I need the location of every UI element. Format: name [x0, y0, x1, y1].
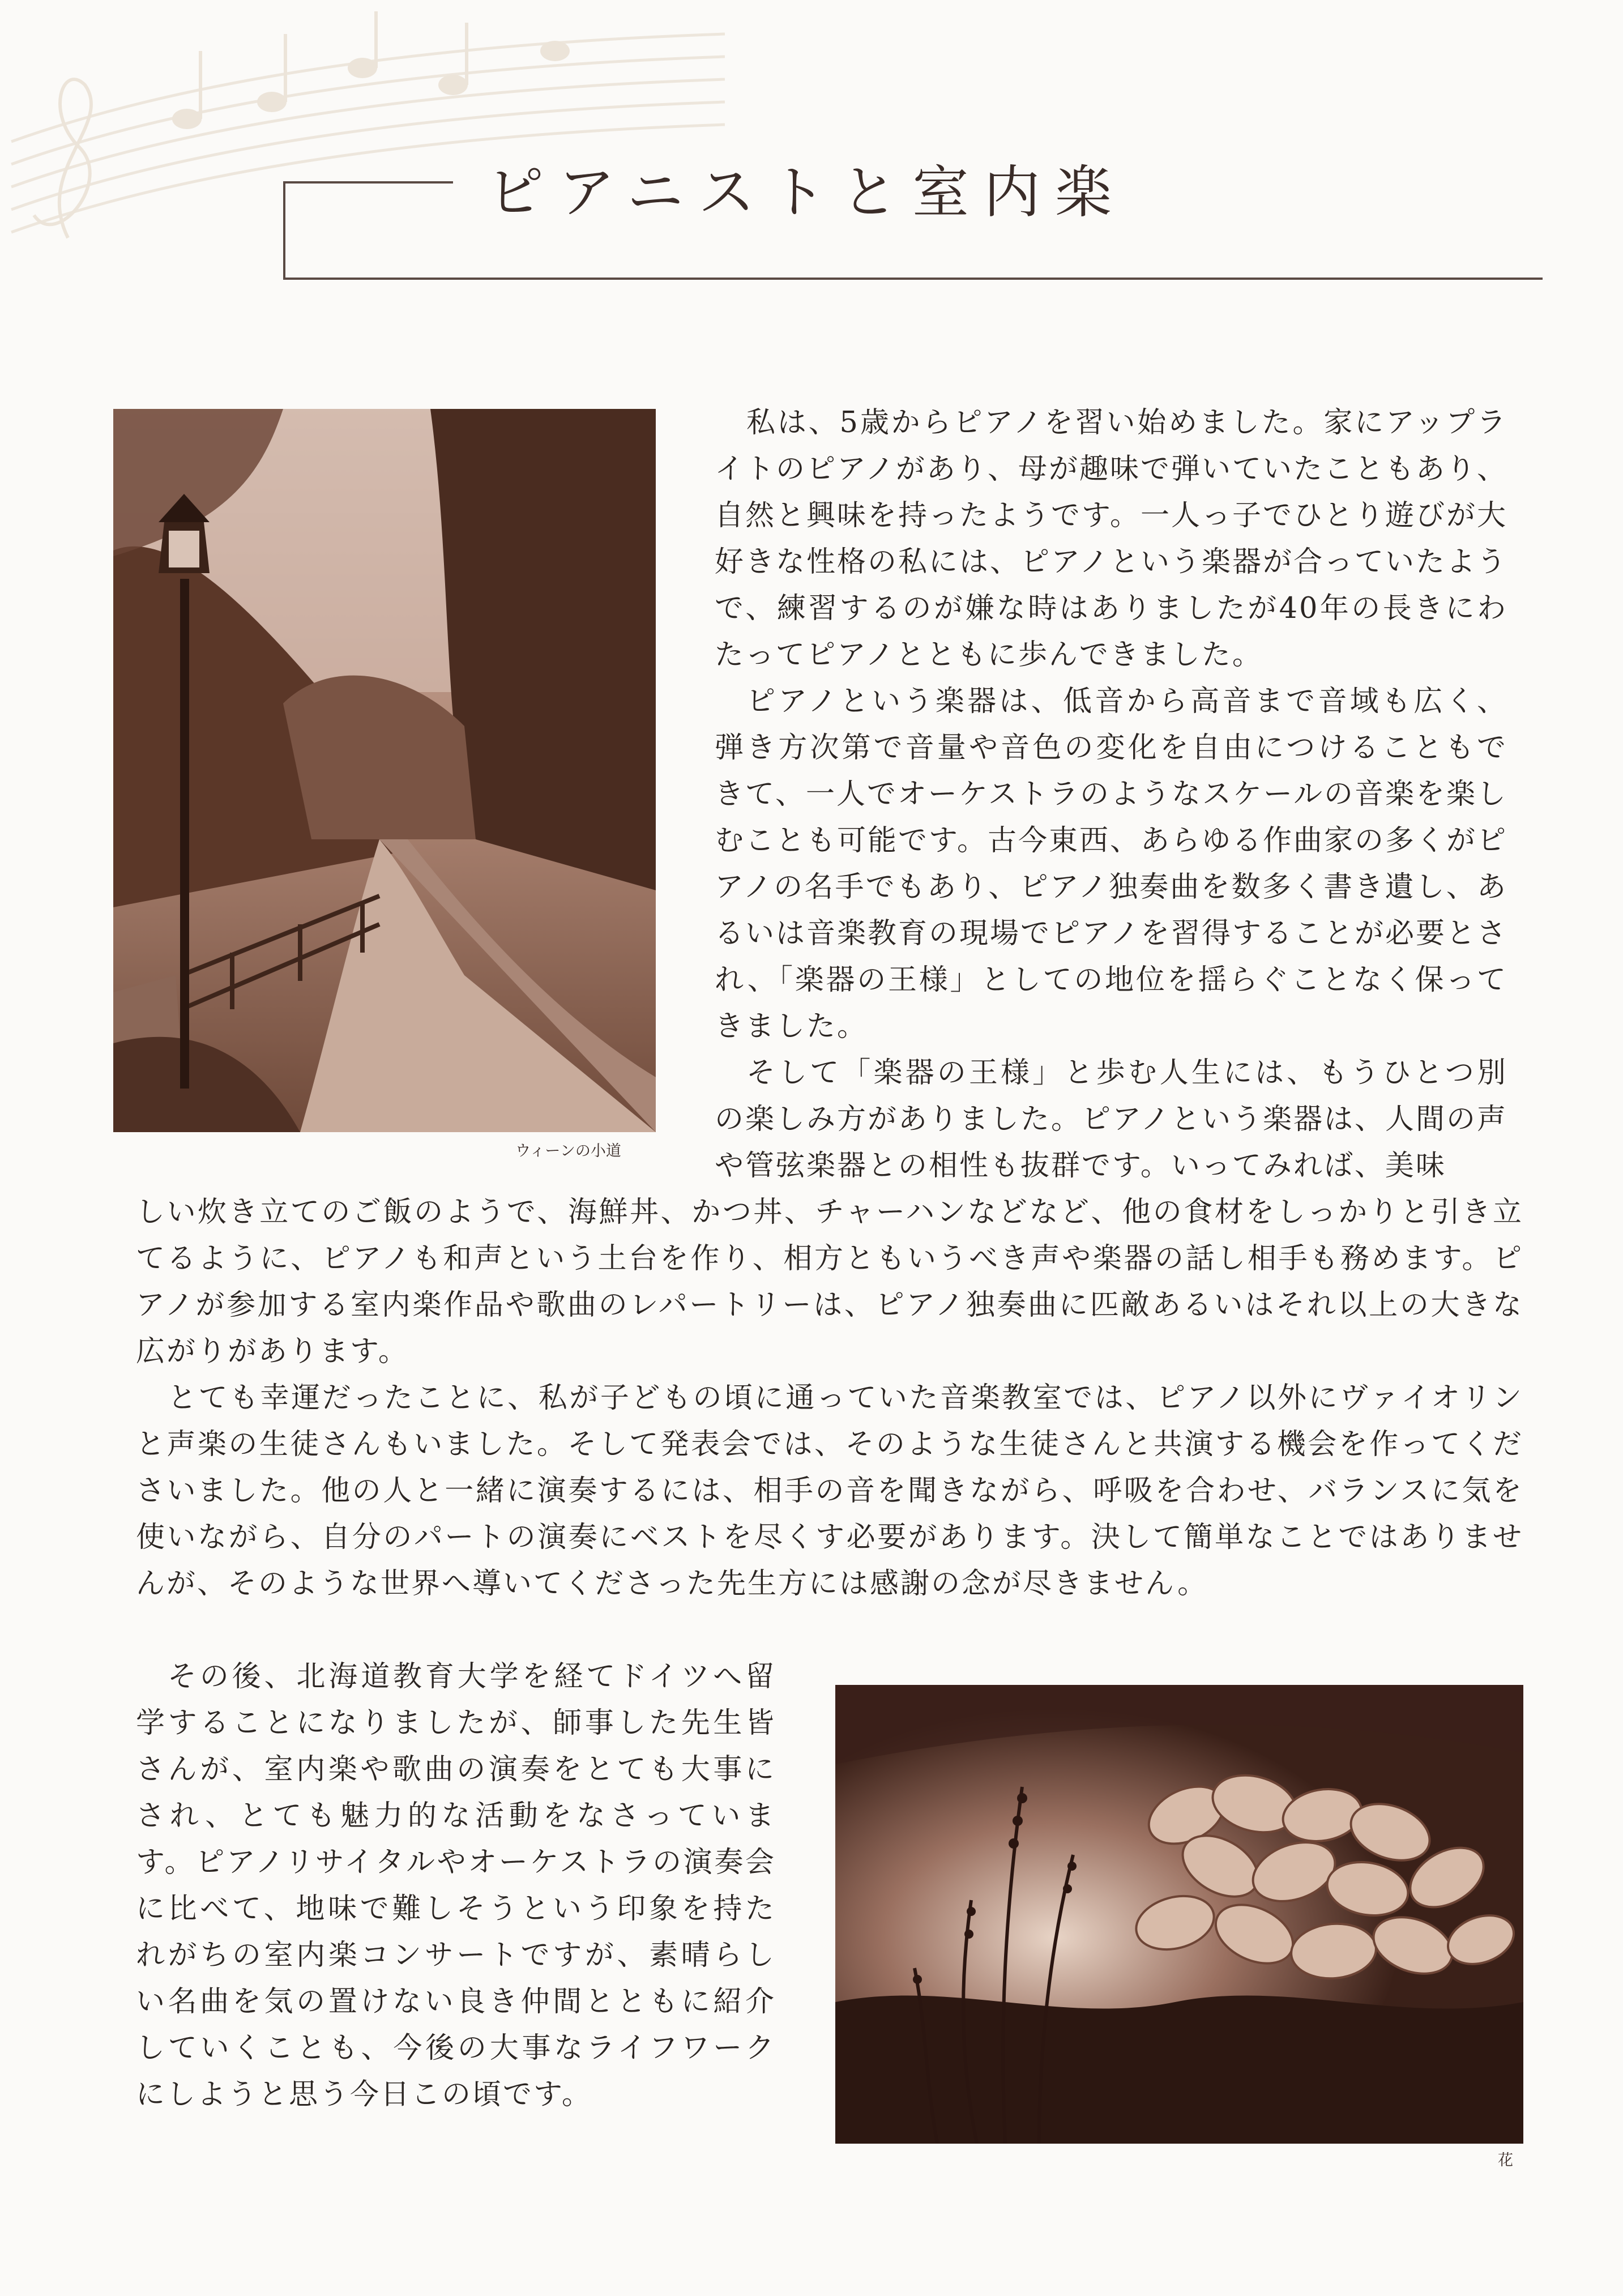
vienna-path-caption: ウィーンの小道: [515, 1142, 621, 1160]
paragraph-3-text-b: しい炊き立てのご飯のようで、海鮮丼、かつ丼、チャーハンなどなど、他の食材をしっかりと引き立てるように、ピアノも和声という土台を作り、相方ともいうべき声や楽器の話し相手も務めます。ピアノが参加する室内楽作品や歌曲のレパートリーは、ピアノ独奏曲に匹敵あるいはそれ以上の大きな広がりがあります。: [136, 1196, 1523, 1368]
page-title: ピアニストと室内楽: [487, 159, 1126, 225]
paragraph-3-start: [715, 1050, 1507, 1189]
paragraph-2-text: ピアノという楽器は、低音から高音まで音域も広く、弾き方次第で音量や音色の変化を自由につけることもできて、一人でオーケストラのようなスケールの音楽を楽しむことも可能です。古今東西、あらゆる作曲家の多くがピアノの名手でもあり、ピアノ独奏曲を数多く書き遺し、あるいは音楽教育の現場でピアノを習得することが必要とされ、「楽器の王様」としての地位を揺らぐことなく保ってきました。: [715, 685, 1507, 1043]
vienna-path-photo: [113, 409, 656, 1132]
paragraph-3-continued: [136, 1189, 1523, 1375]
paragraph-1-text: 私は、5歳からピアノを習い始めました。家にアップライトのピアノがあり、母が趣味で弾いていたこともあり、自然と興味を持ったようです。一人っ子でひとり遊びが大好きな性格の私には、ピアノという楽器が合っていたようで、練習するのが嫌な時はありましたが40年の長きにわたってピアノとともに歩んできました。: [715, 406, 1507, 672]
paragraph-5: [136, 1654, 776, 2118]
paragraph-3-text-a: そして「楽器の王様」と歩む人生には、もうひとつ別の楽しみ方がありました。ピアノという楽器は、人間の声や管弦楽器との相性も抜群です。いってみれば、美味: [715, 1056, 1507, 1183]
title-frame-top-line: [283, 181, 453, 183]
paragraph-2: [715, 678, 1507, 1050]
flower-caption: 花: [1498, 2152, 1513, 2169]
paragraph-4-text: とても幸運だったことに、私が子どもの頃に通っていた音楽教室では、ピアノ以外にヴァイオリンと声楽の生徒さんもいました。そして発表会では、そのような生徒さんと共演する機会を作ってくださいました。他の人と一緒に演奏するには、相手の音を聞きながら、呼吸を合わせ、バランスに気を使いながら、自分のパートの演奏にベストを尽くす必要があります。決して簡単なことではありませんが、そのような世界へ導いてくださった先生方には感謝の念が尽きません。: [136, 1381, 1523, 1601]
paragraph-4: [136, 1375, 1523, 1607]
paragraph-1: [715, 400, 1507, 678]
flower-photo: [835, 1685, 1523, 2144]
paragraph-5-text: その後、北海道教育大学を経てドイツへ留学することになりましたが、師事した先生皆さんが、室内楽や歌曲の演奏をとても大事にされ、とても魅力的な活動をなさっています。ピアノリサイタルやオーケストラの演奏会に比べて、地味で難しそうという印象を持たれがちの室内楽コンサートですが、素晴らしい名曲を気の置けない良き仲間とともに紹介していくことも、今後の大事なライフワークにしようと思う今日この頃です。: [136, 1660, 776, 2111]
